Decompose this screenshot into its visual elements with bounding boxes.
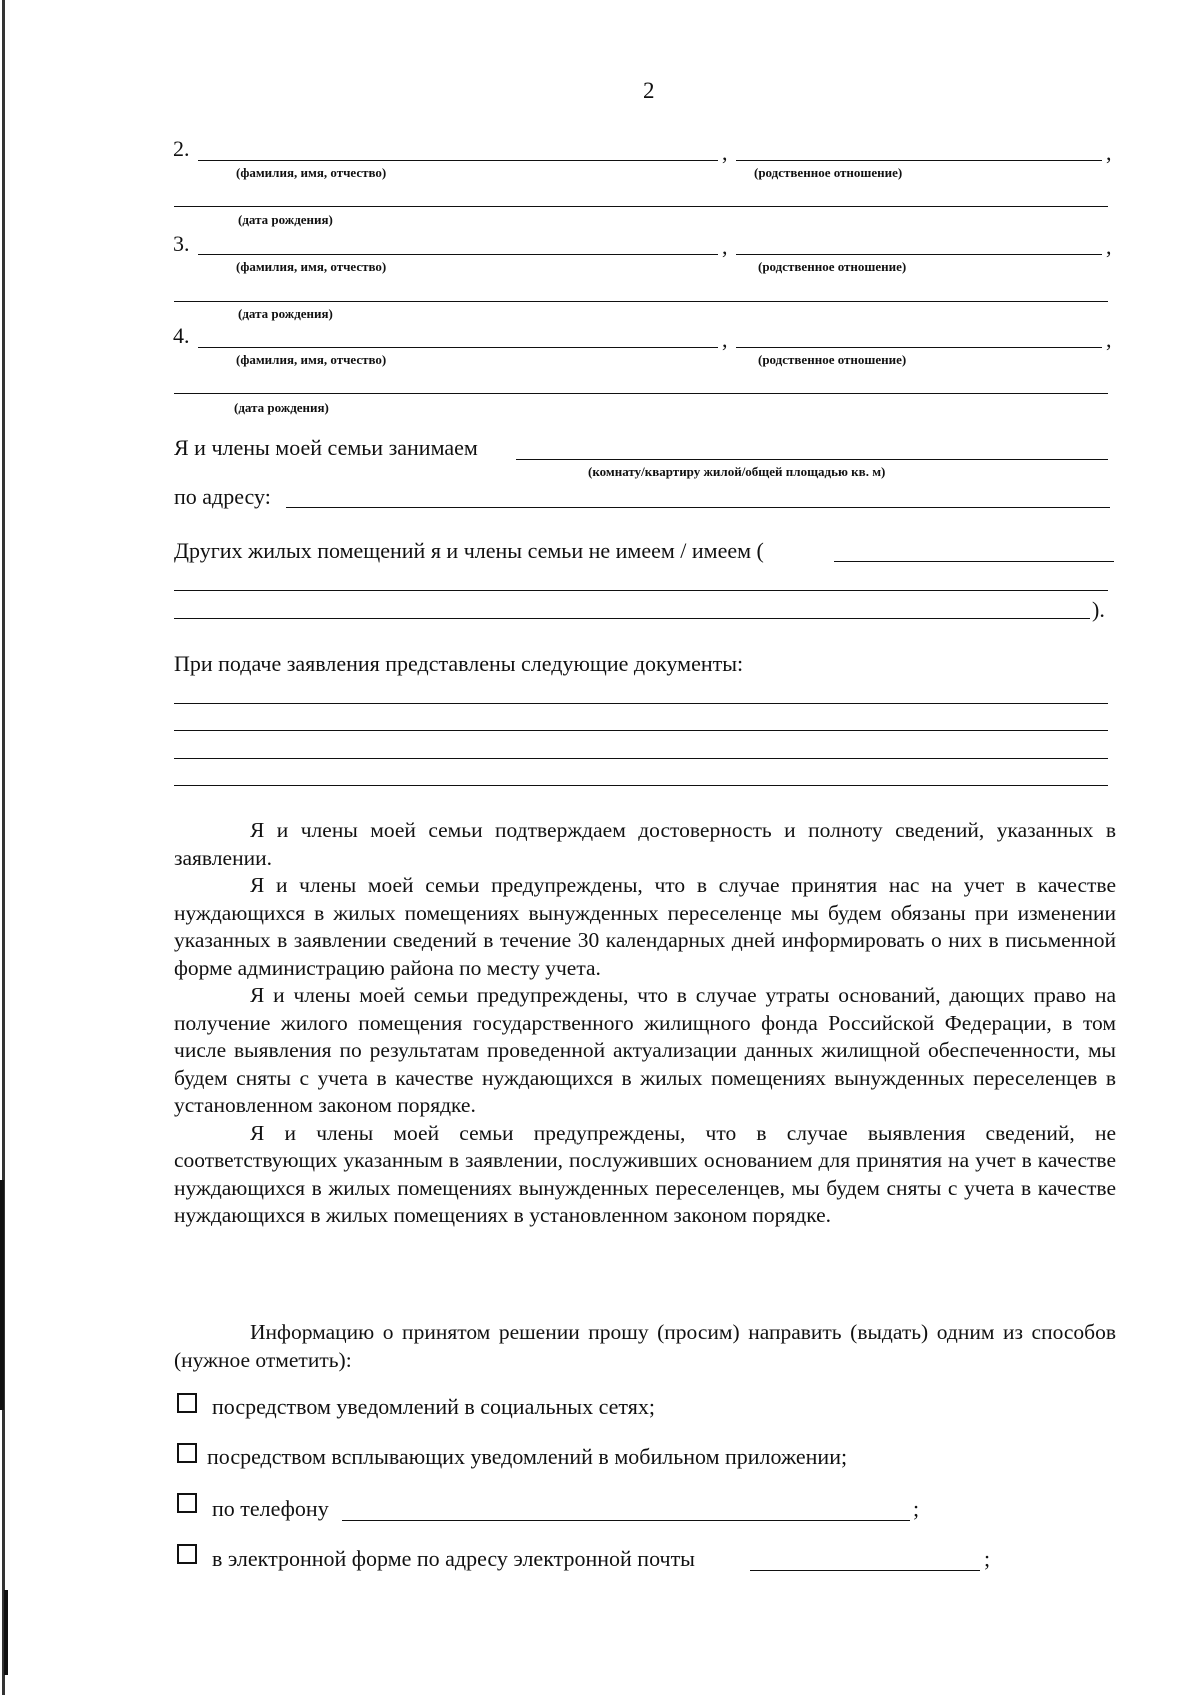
statement-paragraph: Я и члены моей семьи предупреждены, что в случае утраты оснований, дающих право на получение жилого помещения государственного жилищного фонда Российской Федерации, в том числе выявления по результатам проведенной актуализации данных жилищной обеспеченности, мы будем сняты с учета в качестве нуждающихся в жилых помещениях вынужденных переселенцев в установленном законом порядке.	[174, 983, 1116, 1117]
birth-date-line[interactable]	[174, 393, 1108, 394]
option-end: ;	[984, 1546, 991, 1571]
relation-caption: (родственное отношение)	[758, 352, 907, 367]
address-line[interactable]	[286, 507, 1110, 508]
other-housing-label: Других жилых помещений я и члены семьи не имеем / имеем (	[174, 538, 764, 563]
comma: ,	[722, 327, 728, 352]
member-number: 4.	[173, 323, 190, 348]
email-line[interactable]	[750, 1570, 980, 1571]
relation-line[interactable]	[736, 254, 1102, 255]
birth-date-line[interactable]	[174, 301, 1108, 302]
documents-label: При подаче заявления представлены следующие документы:	[174, 651, 744, 676]
statement-paragraph: Я и члены моей семьи подтверждаем достоверность и полноту сведений, указанных в заявлении.	[174, 818, 1116, 870]
statements-block	[174, 817, 1116, 1230]
info-request-block	[174, 1319, 1116, 1374]
closing-paren: ).	[1092, 597, 1105, 622]
other-housing-line[interactable]	[174, 618, 1090, 619]
checkbox-phone[interactable]	[177, 1493, 197, 1513]
option-label: по телефону	[212, 1496, 329, 1521]
scan-edge-left	[2, 0, 5, 1695]
other-housing-line[interactable]	[834, 561, 1114, 562]
scan-edge-mark	[4, 1590, 8, 1675]
birth-date-caption: (дата рождения)	[238, 306, 333, 321]
birth-date-caption: (дата рождения)	[238, 212, 333, 227]
scan-edge-mark	[0, 1180, 4, 1410]
relation-line[interactable]	[736, 160, 1102, 161]
birth-date-line[interactable]	[174, 206, 1108, 207]
documents-line[interactable]	[174, 785, 1108, 786]
address-label: по адресу:	[174, 484, 271, 509]
option-label: посредством всплывающих уведомлений в мобильном приложении;	[207, 1444, 848, 1469]
relation-caption: (родственное отношение)	[758, 259, 907, 274]
comma: ,	[1106, 140, 1112, 165]
relation-caption: (родственное отношение)	[754, 165, 903, 180]
fio-caption: (фамилия, имя, отчество)	[236, 352, 387, 367]
birth-date-caption: (дата рождения)	[234, 400, 329, 415]
occupy-caption: (комнату/квартиру жилой/общей площадью кв. м)	[588, 464, 886, 479]
occupy-line[interactable]	[516, 459, 1108, 460]
documents-line[interactable]	[174, 703, 1108, 704]
page-number: 2	[643, 78, 655, 103]
fio-line[interactable]	[198, 160, 718, 161]
other-housing-line[interactable]	[174, 590, 1108, 591]
info-request-text: Информацию о принятом решении прошу (просим) направить (выдать) одним из способов (нужное отметить):	[174, 1320, 1116, 1372]
checkbox-mobile-app[interactable]	[177, 1443, 197, 1463]
option-end: ;	[913, 1496, 920, 1521]
member-number: 3.	[173, 231, 190, 256]
checkbox-social-networks[interactable]	[177, 1393, 197, 1413]
documents-line[interactable]	[174, 730, 1108, 731]
option-label: посредством уведомлений в социальных сетях;	[212, 1394, 655, 1419]
comma: ,	[722, 140, 728, 165]
statement-paragraph: Я и члены моей семьи предупреждены, что в случае принятия нас на учет в качестве нуждающихся в жилых помещениях вынужденных переселенце мы будем обязаны при изменении указанных в заявлении сведений в течение 30 календарных дней информировать о них в письменной форме администрацию района по месту учета.	[174, 873, 1116, 980]
member-number: 2.	[173, 136, 190, 161]
statement-paragraph: Я и члены моей семьи предупреждены, что в случае выявления сведений, не соответствующих указанным в заявлении, послуживших основанием для принятия на учет в качестве нуждающихся в жилых помещениях вынужденных переселенцев, мы будем сняты с учета в качестве нуждающихся в жилых помещениях в установленном законом порядке.	[174, 1120, 1116, 1227]
documents-line[interactable]	[174, 758, 1108, 759]
comma: ,	[1106, 234, 1112, 259]
fio-line[interactable]	[198, 254, 718, 255]
comma: ,	[722, 234, 728, 259]
fio-caption: (фамилия, имя, отчество)	[236, 165, 387, 180]
option-label: в электронной форме по адресу электронной почты	[212, 1546, 695, 1571]
fio-line[interactable]	[198, 347, 718, 348]
phone-line[interactable]	[342, 1520, 910, 1521]
relation-line[interactable]	[736, 347, 1102, 348]
fio-caption: (фамилия, имя, отчество)	[236, 259, 387, 274]
occupy-label: Я и члены моей семьи занимаем	[174, 435, 478, 460]
checkbox-email[interactable]	[177, 1544, 197, 1564]
comma: ,	[1106, 327, 1112, 352]
